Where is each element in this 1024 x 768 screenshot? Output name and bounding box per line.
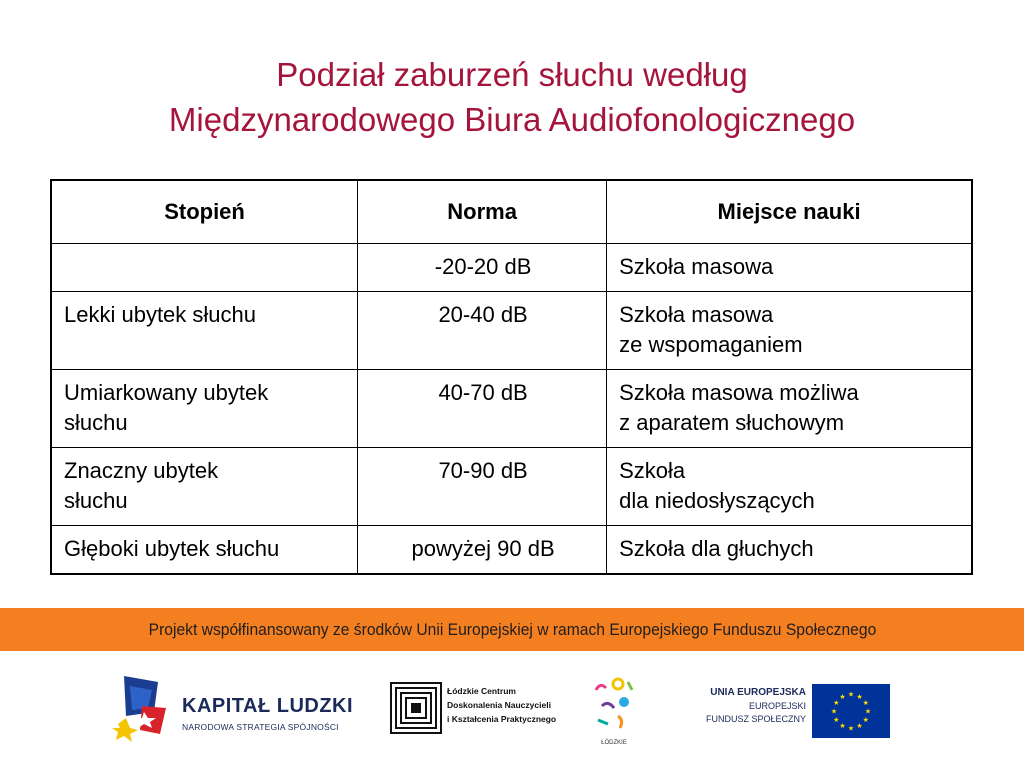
cell-norma: 40-70 dB xyxy=(358,370,607,448)
eu-star-icon: ★ xyxy=(864,708,872,716)
cell-norma: 20-40 dB xyxy=(358,292,607,370)
eu-star-icon: ★ xyxy=(833,717,840,724)
table-header-row xyxy=(51,180,972,244)
cell-miejsce: Szkoła masowa możliwa z aparatem słuchowym xyxy=(607,370,972,448)
eu-funding-banner xyxy=(0,608,1024,651)
eu-star-icon: ★ xyxy=(839,723,846,731)
eu-star-icon: ★ xyxy=(847,725,855,733)
slide-title-line-1: Podział zaburzeń słuchu według xyxy=(276,56,748,93)
table-row xyxy=(51,292,972,370)
table-row xyxy=(51,370,972,448)
cell-miejsce: Szkoła dla głuchych xyxy=(607,526,972,575)
eu-star-icon: ★ xyxy=(862,717,869,724)
cell-stopien xyxy=(51,244,358,292)
header-stopien: Stopień xyxy=(51,180,358,244)
kapital-ludzki-logo-icon xyxy=(112,672,176,744)
hearing-loss-table xyxy=(50,179,973,575)
cell-norma: -20-20 dB xyxy=(358,244,607,292)
svg-text:ŁÓDZKIE: ŁÓDZKIE xyxy=(601,740,627,746)
kapital-ludzki-text xyxy=(182,695,353,732)
eu-star-icon: ★ xyxy=(856,693,863,701)
lodzkie-region-logo-icon xyxy=(588,676,640,748)
unia-europejska-text: UNIA EUROPEJSKA EUROPEJSKI FUNDUSZ SPOŁECZNY xyxy=(705,687,806,724)
banner-text: Projekt współfinansowany ze środków Unii Europejskiej w ramach Europejskiego Funduszu Społecznego xyxy=(148,620,876,639)
eu-star-icon: ★ xyxy=(847,691,855,699)
eu-star-icon: ★ xyxy=(862,700,869,707)
header-norma: Norma xyxy=(358,180,607,244)
eu-flag-icon xyxy=(812,684,890,738)
table-row xyxy=(51,244,972,292)
cell-norma: powyżej 90 dB xyxy=(358,526,607,575)
lodzkie-centrum-text: Łódzkie Centrum Doskonalenia Nauczycieli i Kształcenia Praktycznego xyxy=(447,686,557,724)
eu-star-icon: ★ xyxy=(856,723,863,731)
cell-miejsce: Szkoła masowa ze wspomaganiem xyxy=(607,292,972,370)
header-miejsce-nauki: Miejsce nauki xyxy=(607,180,972,244)
cell-stopien: Umiarkowany ubytek słuchu xyxy=(51,370,358,448)
eu-star-icon: ★ xyxy=(830,708,838,716)
slide-title xyxy=(0,52,1024,142)
cell-norma: 70-90 dB xyxy=(358,448,607,526)
slide-title-line-2: Międzynarodowego Biura Audiofonologicznego xyxy=(168,101,856,138)
lodzkie-centrum-logo-icon xyxy=(390,682,442,734)
cell-stopien: Znaczny ubytek słuchu xyxy=(51,448,358,526)
table-row xyxy=(51,526,972,575)
kapital-ludzki-title: KAPITAŁ LUDZKI xyxy=(182,695,354,717)
table-row xyxy=(51,448,972,526)
kapital-ludzki-subtitle: NARODOWA STRATEGIA SPÓJNOŚCI xyxy=(182,722,339,732)
eu-star-icon: ★ xyxy=(833,700,840,707)
eu-star-icon: ★ xyxy=(839,693,846,701)
cell-stopien: Lekki ubytek słuchu xyxy=(51,292,358,370)
cell-miejsce: Szkoła dla niedosłyszących xyxy=(607,448,972,526)
cell-stopien: Głęboki ubytek słuchu xyxy=(51,526,358,575)
cell-miejsce: Szkoła masowa xyxy=(607,244,972,292)
